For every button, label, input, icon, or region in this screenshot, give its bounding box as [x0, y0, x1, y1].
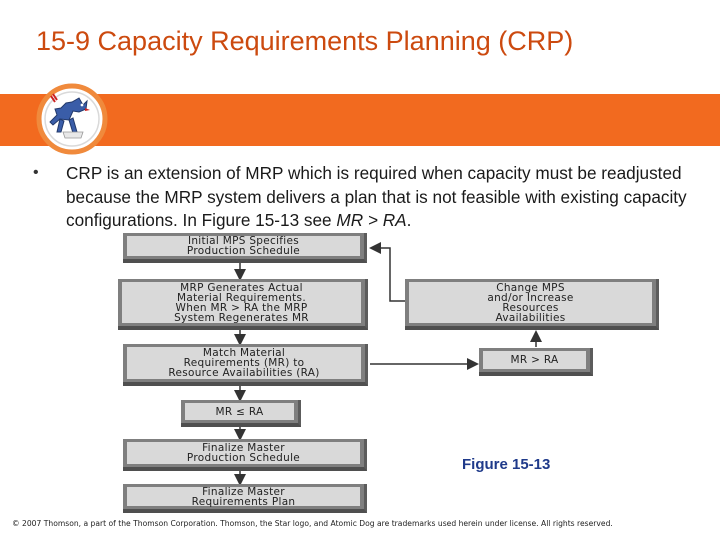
bullet-marker: •	[33, 164, 39, 181]
box-mrp-generates	[118, 279, 368, 330]
bullet-text-end: .	[406, 210, 412, 230]
box-finalize-mrp	[123, 484, 367, 513]
box-change-mps	[405, 279, 659, 330]
box-finalize-mps-line: Finalize Master	[202, 442, 285, 454]
box-change-mps-line: Availabilities	[495, 311, 566, 324]
box-mr-le-ra	[181, 400, 301, 427]
box-mrp-generates-line: MRP Generates Actual	[180, 281, 303, 294]
arrow-change-box1	[372, 248, 406, 301]
box-mr-gt-ra	[479, 348, 593, 376]
box-match-material-line: Requirements (MR) to	[183, 357, 305, 369]
copyright-notice: © 2007 Thomson, a part of the Thomson Corporation. Thomson, the Star logo, and Atomic Dog are trademarks used herein under license. All rights reserved.	[12, 519, 613, 528]
box-match-material	[123, 344, 368, 386]
slide-title: 15-9 Capacity Requirements Planning (CRP)	[36, 26, 574, 56]
box-finalize-mrp-line: Finalize Master	[202, 485, 285, 498]
figure-label: Figure 15-13	[462, 456, 551, 473]
box-finalize-mrp-line: Requirements Plan	[191, 495, 296, 508]
bullet-text-main: CRP is an extension of MRP which is required when capacity must be readjusted because the MRP system delivers a plan that is not feasible with existing capacity configurations. In Figure 15-13 see	[66, 163, 687, 230]
box-change-mps-line: Resources	[502, 301, 559, 314]
box-mr-gt-ra-line: MR > RA	[510, 354, 559, 366]
box-initial-mps	[123, 233, 367, 263]
box-mr-le-ra-line: MR ≤ RA	[215, 405, 264, 418]
box-change-mps-line: and/or Increase	[487, 291, 574, 304]
box-initial-mps-line: Initial MPS Specifies	[187, 235, 300, 247]
box-mrp-generates-line: Material Requirements.	[177, 291, 306, 304]
box-match-material-line: Resource Availabilities (RA)	[168, 367, 320, 379]
box-mrp-generates-line: System Regenerates MR	[174, 311, 309, 324]
box-finalize-mps-line: Production Schedule	[186, 452, 301, 464]
box-initial-mps-line: Production Schedule	[186, 245, 301, 257]
box-finalize-mps	[123, 439, 367, 471]
bullet-text-italic: MR > RA	[336, 210, 407, 230]
box-change-mps-line: Change MPS	[496, 281, 565, 294]
box-mrp-generates-line: When MR > RA the MRP	[175, 301, 308, 314]
box-match-material-line: Match Material	[202, 347, 286, 359]
